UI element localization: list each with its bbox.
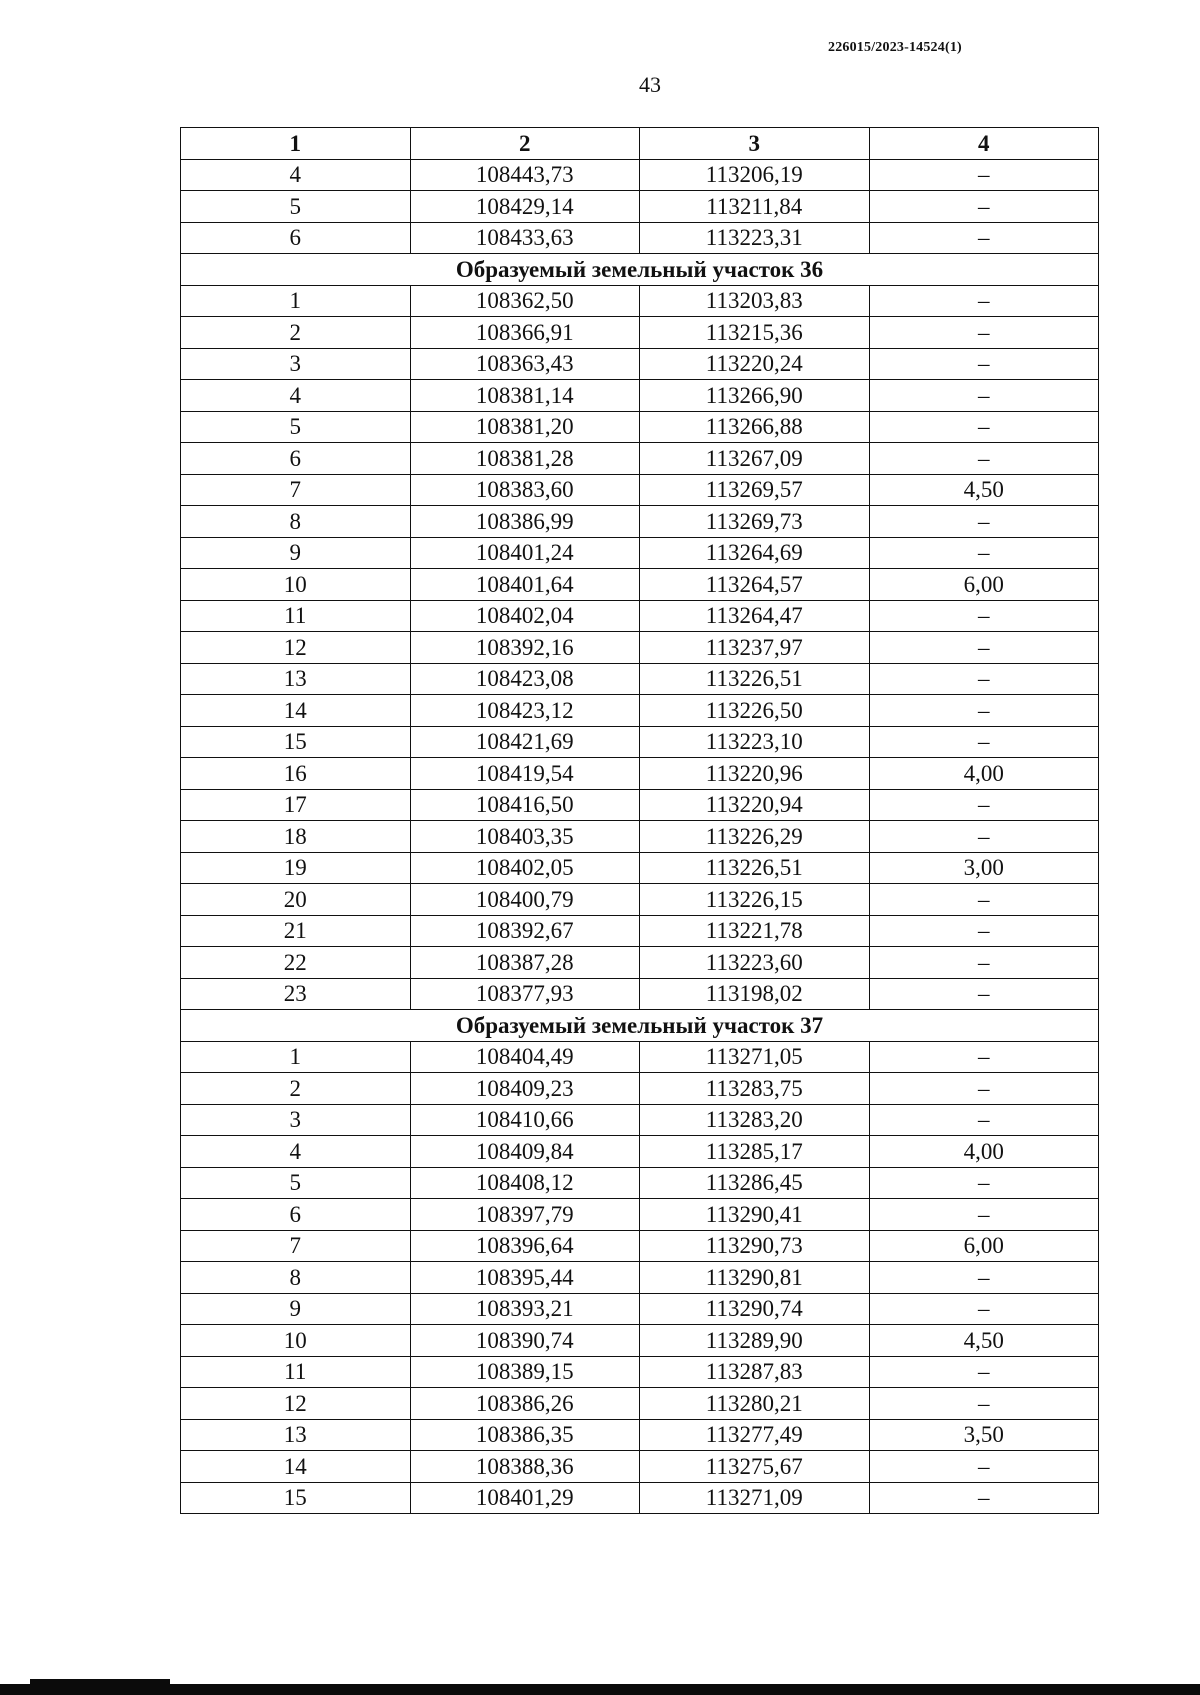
value-cell: –: [869, 411, 1099, 443]
x-coordinate-cell: 108390,74: [410, 1325, 640, 1357]
value-cell: –: [869, 600, 1099, 632]
value-cell: –: [869, 380, 1099, 412]
value-cell: –: [869, 1293, 1099, 1325]
table-row: [181, 600, 1099, 632]
y-coordinate-cell: 113203,83: [640, 285, 870, 317]
y-coordinate-cell: 113280,21: [640, 1388, 870, 1420]
x-coordinate-cell: 108402,04: [410, 600, 640, 632]
y-coordinate-cell: 113264,47: [640, 600, 870, 632]
y-coordinate-cell: 113226,51: [640, 663, 870, 695]
x-coordinate-cell: 108392,67: [410, 915, 640, 947]
table-row: [181, 159, 1099, 191]
point-number-cell: 1: [181, 1041, 411, 1073]
table-row: [181, 537, 1099, 569]
y-coordinate-cell: 113220,96: [640, 758, 870, 790]
table-row: [181, 978, 1099, 1010]
y-coordinate-cell: 113211,84: [640, 191, 870, 223]
x-coordinate-cell: 108400,79: [410, 884, 640, 916]
table-row: [181, 411, 1099, 443]
value-cell: –: [869, 348, 1099, 380]
table-row: [181, 884, 1099, 916]
x-coordinate-cell: 108381,14: [410, 380, 640, 412]
table-body: [181, 159, 1099, 1514]
x-coordinate-cell: 108393,21: [410, 1293, 640, 1325]
x-coordinate-cell: 108387,28: [410, 947, 640, 979]
point-number-cell: 3: [181, 1104, 411, 1136]
x-coordinate-cell: 108410,66: [410, 1104, 640, 1136]
point-number-cell: 11: [181, 1356, 411, 1388]
value-cell: –: [869, 1388, 1099, 1420]
table-row: [181, 726, 1099, 758]
table-row: [181, 1230, 1099, 1262]
point-number-cell: 18: [181, 821, 411, 853]
point-number-cell: 6: [181, 1199, 411, 1231]
point-number-cell: 7: [181, 1230, 411, 1262]
table-row: [181, 474, 1099, 506]
y-coordinate-cell: 113226,50: [640, 695, 870, 727]
y-coordinate-cell: 113221,78: [640, 915, 870, 947]
y-coordinate-cell: 113269,73: [640, 506, 870, 538]
y-coordinate-cell: 113285,17: [640, 1136, 870, 1168]
y-coordinate-cell: 113271,09: [640, 1482, 870, 1514]
value-cell: –: [869, 1262, 1099, 1294]
value-cell: –: [869, 222, 1099, 254]
value-cell: –: [869, 884, 1099, 916]
table-row: [181, 191, 1099, 223]
point-number-cell: 10: [181, 569, 411, 601]
column-header-3: 3: [640, 128, 870, 160]
x-coordinate-cell: 108395,44: [410, 1262, 640, 1294]
page-number: 43: [639, 72, 661, 97]
x-coordinate-cell: 108388,36: [410, 1451, 640, 1483]
y-coordinate-cell: 113198,02: [640, 978, 870, 1010]
point-number-cell: 2: [181, 317, 411, 349]
value-cell: –: [869, 191, 1099, 223]
value-cell: –: [869, 1451, 1099, 1483]
point-number-cell: 5: [181, 411, 411, 443]
point-number-cell: 8: [181, 1262, 411, 1294]
table-row: [181, 1388, 1099, 1420]
table-row: [181, 632, 1099, 664]
x-coordinate-cell: 108429,14: [410, 191, 640, 223]
point-number-cell: 8: [181, 506, 411, 538]
point-number-cell: 10: [181, 1325, 411, 1357]
table-row: [181, 1167, 1099, 1199]
point-number-cell: 15: [181, 726, 411, 758]
table-row: [181, 852, 1099, 884]
y-coordinate-cell: 113264,57: [640, 569, 870, 601]
table-row: [181, 1136, 1099, 1168]
x-coordinate-cell: 108409,23: [410, 1073, 640, 1105]
table-row: [181, 1041, 1099, 1073]
value-cell: –: [869, 506, 1099, 538]
x-coordinate-cell: 108381,20: [410, 411, 640, 443]
point-number-cell: 4: [181, 1136, 411, 1168]
value-cell: –: [869, 285, 1099, 317]
y-coordinate-cell: 113290,73: [640, 1230, 870, 1262]
value-cell: –: [869, 915, 1099, 947]
y-coordinate-cell: 113286,45: [640, 1167, 870, 1199]
point-number-cell: 15: [181, 1482, 411, 1514]
value-cell: 4,50: [869, 474, 1099, 506]
value-cell: –: [869, 695, 1099, 727]
column-header-2: 2: [410, 128, 640, 160]
x-coordinate-cell: 108386,26: [410, 1388, 640, 1420]
table-row: [181, 317, 1099, 349]
y-coordinate-cell: 113266,88: [640, 411, 870, 443]
y-coordinate-cell: 113269,57: [640, 474, 870, 506]
coordinates-table: [180, 127, 1099, 1514]
value-cell: –: [869, 632, 1099, 664]
x-coordinate-cell: 108423,12: [410, 695, 640, 727]
value-cell: –: [869, 726, 1099, 758]
point-number-cell: 22: [181, 947, 411, 979]
y-coordinate-cell: 113277,49: [640, 1419, 870, 1451]
section-title: Образуемый земельный участок 36: [181, 254, 1099, 286]
x-coordinate-cell: 108401,29: [410, 1482, 640, 1514]
y-coordinate-cell: 113287,83: [640, 1356, 870, 1388]
value-cell: 4,00: [869, 1136, 1099, 1168]
section-row: [181, 1010, 1099, 1042]
y-coordinate-cell: 113271,05: [640, 1041, 870, 1073]
table-row: [181, 947, 1099, 979]
point-number-cell: 11: [181, 600, 411, 632]
x-coordinate-cell: 108383,60: [410, 474, 640, 506]
x-coordinate-cell: 108363,43: [410, 348, 640, 380]
point-number-cell: 3: [181, 348, 411, 380]
x-coordinate-cell: 108401,24: [410, 537, 640, 569]
point-number-cell: 6: [181, 222, 411, 254]
value-cell: 6,00: [869, 569, 1099, 601]
scan-edge-bar: [0, 1684, 1200, 1695]
y-coordinate-cell: 113283,75: [640, 1073, 870, 1105]
y-coordinate-cell: 113223,10: [640, 726, 870, 758]
point-number-cell: 21: [181, 915, 411, 947]
table-row: [181, 1451, 1099, 1483]
value-cell: –: [869, 159, 1099, 191]
x-coordinate-cell: 108419,54: [410, 758, 640, 790]
table-row: [181, 506, 1099, 538]
y-coordinate-cell: 113223,60: [640, 947, 870, 979]
point-number-cell: 12: [181, 1388, 411, 1420]
y-coordinate-cell: 113223,31: [640, 222, 870, 254]
table-row: [181, 758, 1099, 790]
point-number-cell: 7: [181, 474, 411, 506]
value-cell: 3,00: [869, 852, 1099, 884]
x-coordinate-cell: 108397,79: [410, 1199, 640, 1231]
y-coordinate-cell: 113226,29: [640, 821, 870, 853]
x-coordinate-cell: 108386,99: [410, 506, 640, 538]
x-coordinate-cell: 108389,15: [410, 1356, 640, 1388]
y-coordinate-cell: 113289,90: [640, 1325, 870, 1357]
x-coordinate-cell: 108416,50: [410, 789, 640, 821]
x-coordinate-cell: 108401,64: [410, 569, 640, 601]
table-row: [181, 1325, 1099, 1357]
value-cell: –: [869, 821, 1099, 853]
table-row: [181, 1419, 1099, 1451]
y-coordinate-cell: 113275,67: [640, 1451, 870, 1483]
point-number-cell: 6: [181, 443, 411, 475]
x-coordinate-cell: 108403,35: [410, 821, 640, 853]
y-coordinate-cell: 113226,51: [640, 852, 870, 884]
value-cell: 4,00: [869, 758, 1099, 790]
point-number-cell: 9: [181, 537, 411, 569]
y-coordinate-cell: 113290,41: [640, 1199, 870, 1231]
x-coordinate-cell: 108386,35: [410, 1419, 640, 1451]
x-coordinate-cell: 108377,93: [410, 978, 640, 1010]
y-coordinate-cell: 113290,74: [640, 1293, 870, 1325]
table-row: [181, 285, 1099, 317]
value-cell: –: [869, 443, 1099, 475]
point-number-cell: 9: [181, 1293, 411, 1325]
table-row: [181, 443, 1099, 475]
y-coordinate-cell: 113283,20: [640, 1104, 870, 1136]
table-row: [181, 380, 1099, 412]
x-coordinate-cell: 108381,28: [410, 443, 640, 475]
point-number-cell: 13: [181, 1419, 411, 1451]
point-number-cell: 14: [181, 695, 411, 727]
x-coordinate-cell: 108362,50: [410, 285, 640, 317]
point-number-cell: 14: [181, 1451, 411, 1483]
value-cell: –: [869, 1073, 1099, 1105]
table-row: [181, 569, 1099, 601]
x-coordinate-cell: 108423,08: [410, 663, 640, 695]
y-coordinate-cell: 113266,90: [640, 380, 870, 412]
point-number-cell: 19: [181, 852, 411, 884]
value-cell: –: [869, 1482, 1099, 1514]
table-row: [181, 821, 1099, 853]
table-row: [181, 1356, 1099, 1388]
table-row: [181, 1293, 1099, 1325]
value-cell: 3,50: [869, 1419, 1099, 1451]
point-number-cell: 5: [181, 1167, 411, 1199]
table-row: [181, 789, 1099, 821]
table-row: [181, 663, 1099, 695]
y-coordinate-cell: 113220,24: [640, 348, 870, 380]
header-row: [181, 128, 1099, 160]
table-row: [181, 1073, 1099, 1105]
y-coordinate-cell: 113290,81: [640, 1262, 870, 1294]
table-row: [181, 222, 1099, 254]
value-cell: –: [869, 947, 1099, 979]
value-cell: 4,50: [869, 1325, 1099, 1357]
y-coordinate-cell: 113220,94: [640, 789, 870, 821]
point-number-cell: 4: [181, 159, 411, 191]
column-header-4: 4: [869, 128, 1099, 160]
table-row: [181, 348, 1099, 380]
x-coordinate-cell: 108409,84: [410, 1136, 640, 1168]
x-coordinate-cell: 108402,05: [410, 852, 640, 884]
point-number-cell: 12: [181, 632, 411, 664]
point-number-cell: 13: [181, 663, 411, 695]
y-coordinate-cell: 113215,36: [640, 317, 870, 349]
table-row: [181, 1199, 1099, 1231]
section-row: [181, 254, 1099, 286]
table-row: [181, 1482, 1099, 1514]
value-cell: –: [869, 1104, 1099, 1136]
point-number-cell: 17: [181, 789, 411, 821]
value-cell: 6,00: [869, 1230, 1099, 1262]
x-coordinate-cell: 108408,12: [410, 1167, 640, 1199]
y-coordinate-cell: 113237,97: [640, 632, 870, 664]
x-coordinate-cell: 108392,16: [410, 632, 640, 664]
value-cell: –: [869, 1356, 1099, 1388]
value-cell: –: [869, 1199, 1099, 1231]
value-cell: –: [869, 537, 1099, 569]
value-cell: –: [869, 663, 1099, 695]
point-number-cell: 2: [181, 1073, 411, 1105]
x-coordinate-cell: 108443,73: [410, 159, 640, 191]
section-title: Образуемый земельный участок 37: [181, 1010, 1099, 1042]
point-number-cell: 1: [181, 285, 411, 317]
y-coordinate-cell: 113264,69: [640, 537, 870, 569]
y-coordinate-cell: 113206,19: [640, 159, 870, 191]
table-row: [181, 1262, 1099, 1294]
point-number-cell: 16: [181, 758, 411, 790]
table-row: [181, 915, 1099, 947]
table-header: [181, 128, 1099, 160]
point-number-cell: 23: [181, 978, 411, 1010]
x-coordinate-cell: 108404,49: [410, 1041, 640, 1073]
x-coordinate-cell: 108433,63: [410, 222, 640, 254]
table-row: [181, 695, 1099, 727]
y-coordinate-cell: 113267,09: [640, 443, 870, 475]
value-cell: –: [869, 789, 1099, 821]
y-coordinate-cell: 113226,15: [640, 884, 870, 916]
x-coordinate-cell: 108366,91: [410, 317, 640, 349]
column-header-1: 1: [181, 128, 411, 160]
value-cell: –: [869, 1167, 1099, 1199]
x-coordinate-cell: 108396,64: [410, 1230, 640, 1262]
point-number-cell: 20: [181, 884, 411, 916]
table-row: [181, 1104, 1099, 1136]
document-id: 226015/2023-14524(1): [828, 40, 962, 55]
x-coordinate-cell: 108421,69: [410, 726, 640, 758]
value-cell: –: [869, 1041, 1099, 1073]
value-cell: –: [869, 978, 1099, 1010]
value-cell: –: [869, 317, 1099, 349]
point-number-cell: 5: [181, 191, 411, 223]
point-number-cell: 4: [181, 380, 411, 412]
